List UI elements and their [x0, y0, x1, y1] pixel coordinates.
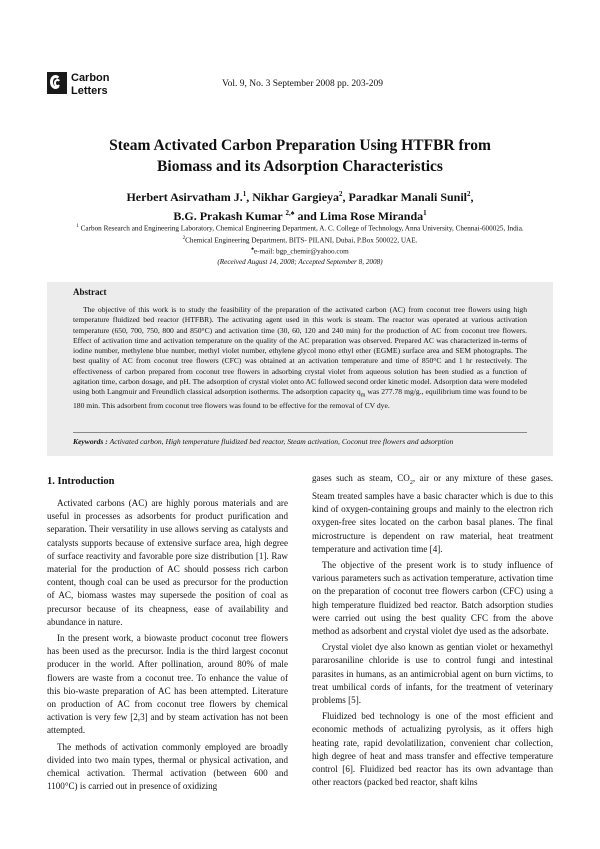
paragraph: The objective of the present work is to study influence of various parameters such as activation temperature, activation time on the preparation of coconut tree flowers carbon (CFC) using a high temperature fluidized bed reactor. Batch adsorption studies were carried out using the best quality CFC from the above method as adsorbent and crystal violet dye used as the adsorbate.: [312, 560, 553, 637]
paragraph: gases such as steam, $CO_2$, air or any mixture of these gases. Steam treated samples have a basic character which is due to this kind of oxygen-containing groups and mainly to the electron rich oxygen-free sites located on the carbon basal planes. The final microstructure is dependent on raw material, heat treatment temperature and activation time [4].: [312, 473, 554, 554]
affiliation-1: $^1$ Carbon Research and Engineering Laboratory, Chemical Engineering Department, A. C. College of Technology, Anna University, Chennai-600025, India.: [76, 224, 524, 233]
affiliation-2: $^2$Chemical Engineering Department, BITS- PILANI, Dubai, P.Box 500022, UAE.: [182, 236, 418, 245]
received-dates: (Received August 14, 2008; Accepted September 8, 2008): [217, 258, 383, 266]
abstract-body: The objective of this work is to study the feasibility of the preparation of the activated carbon (AC) from coconut tree flowers using high temperature fluidized bed reactor (HTFBR). The activating agent used in this work is steam. The reactor was operated at various activation temperature (650, 700, 750, 800 and 850°C) and activation time (30, 60, 120 and 240 min) for the production of AC from coconut tree flowers. Effect of activation time and activation temperature on the quality of the AC preparation was observed. Prepared AC was characterized in-terms of iodine number, methylene blue number, methyl violet number, ethylene glycol mono ethyl ether (EGME) surface area and SEM photographs. The best quality of AC from coconut tree flowers (CFC) was obtained at an activation temperature and time of 850°C and 1 hr restectively. The effectiveness of carbon prepared from coconut tree flowers in adsorbing crystal violet from aqueous solution has been studied as a function of agitation time, carbon dosage, and pH. The adsorption of crystal violet onto AC followed second order kinetic model. Adsorption data were modeled using both Langmuir and Freundlich classical adsorption isotherms. The adsorption capacity $q_m$ was 277.78 mg/g., equilibrium time was found to be 180 min. This adsorbent from coconut tree flowers was found to be effective for the removal of CV dye.: [73, 305, 527, 411]
keywords: Keywords : Activated carbon, High temperature fluidized bed reactor, Steam activation, Coconut tree flowers and adsorption: [73, 437, 454, 446]
carbon-letters-logo-icon: [47, 72, 67, 94]
author-list: Herbert Asirvatham J.$^1$, Nikhar Gargieya$^2$, Paradkar Manali Sunil$^2$, B.G. Prakash Kumar $^{2,♠}$ and Lima Rose Miranda$^1$: [126, 190, 474, 223]
left-column: [47, 497, 288, 796]
paragraph: Crystal violet dye also known as gentian violet or hexamethyl pararosaniline chloride is use to control fungi and intestinal parasites in humans, as an antimicrobial agent on burn victims, to treat umbilical cords of infants, for the treatment of veterinary problems [5].: [312, 642, 553, 706]
section-heading-introduction: 1. Introduction: [47, 476, 115, 487]
paragraph: In the present work, a biowaste product coconut tree flowers has been used as the precursor. India is the third largest coconut producer in the world. After pollination, around 80% of male flowers are waste from a coconut tree. To enhance the value of this bio-waste preparation of AC has been attempted. Literature on production of AC from coconut tree flowers by chemical activation is very few [2,3] and by steam activation has not been attempted.: [47, 633, 288, 736]
paragraph: The methods of activation commonly employed are broadly divided into two main types, thermal or physical activation, and chemical activation. Thermal activation (between 600 and 1100°C) is carried out in presence of oxidizing: [47, 741, 288, 792]
paragraph: Activated carbons (AC) are highly porous materials and are useful in processes as adsorbents for product purification and separation. Their versatility in use allows serving as catalysts and catalysts supports because of extensive surface area, high degree of surface reactivity and favorable pore size distribution [1]. Raw material for the production of AC should possess rich carbon content, though coal can be used as precursor for the production of AC, biomass wastes may supersede the position of coal as precursor because of its cheapness, ease of availability and abundance in nature.: [47, 498, 288, 627]
abstract-heading: Abstract: [73, 287, 107, 297]
right-column: [312, 472, 553, 792]
journal-name: Carbon Letters: [71, 72, 110, 97]
paper-title: Steam Activated Carbon Preparation Using HTFBR from Biomass and its Adsorption Characteristics: [109, 137, 491, 175]
journal-logo: [47, 72, 110, 98]
paragraph: Fluidized bed technology is one of the most efficient and economic methods of actualizing pyrolysis, as it offers high heating rate, rapid devolatilization, convenient char collection, high degree of heat and mass transfer and effective temperature control [6]. Fluidized bed reactor has its own advantage than other reactors (packed bed reactor, shaft kilns: [312, 711, 553, 788]
abstract-divider: [73, 432, 527, 433]
issue-info: Vol. 9, No. 3 September 2008 pp. 203-209: [222, 79, 384, 89]
corresponding-email: ♠e-mail: bgp_chemir@yahoo.com: [251, 247, 349, 256]
